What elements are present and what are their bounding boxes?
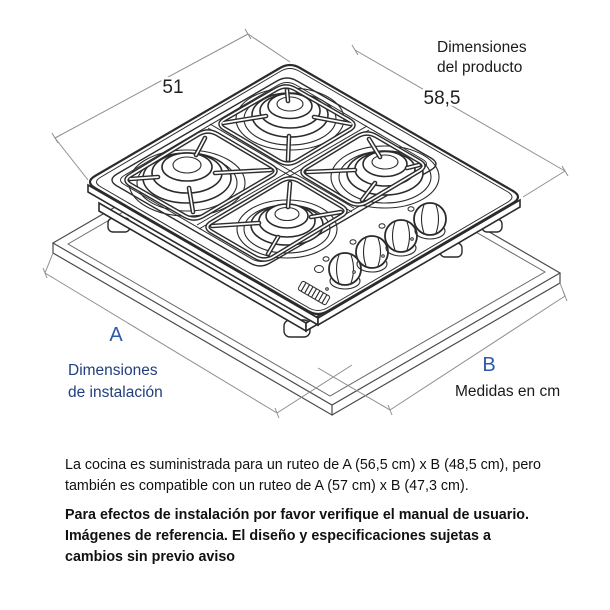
label-install-dims-line1: Dimensiones [68,362,158,379]
disclaimer-line3: cambios sin previo aviso [65,549,236,566]
routing-note-line2: también es compatible con un ruteo de A (57 cm) x B (47,3 cm). [65,477,469,494]
routing-note-line1: La cocina es suministrada para un ruteo de A (56,5 cm) x B (48,5 cm), pero [65,457,542,473]
label-dim-b: B [482,354,496,376]
ignition-button [315,266,324,273]
label-product-dims-line2: del producto [437,59,523,76]
label-width-51: 51 [162,77,184,98]
label-units: Medidas en cm [455,383,561,400]
label-install-dims-line2: de instalación [68,384,163,401]
disclaimer-line1: Para efectos de instalación por favor verifique el manual de usuario. [65,507,529,524]
label-product-dims-line1: Dimensiones [437,39,527,56]
disclaimer-line2: Imágenes de referencia. El diseño y especificaciones sujetas a [65,528,491,545]
routing-note [65,455,557,496]
disclaimer-note [65,505,557,568]
notes-block [65,455,557,568]
label-dim-a: A [109,324,123,346]
label-depth-585: 58,5 [423,88,461,109]
